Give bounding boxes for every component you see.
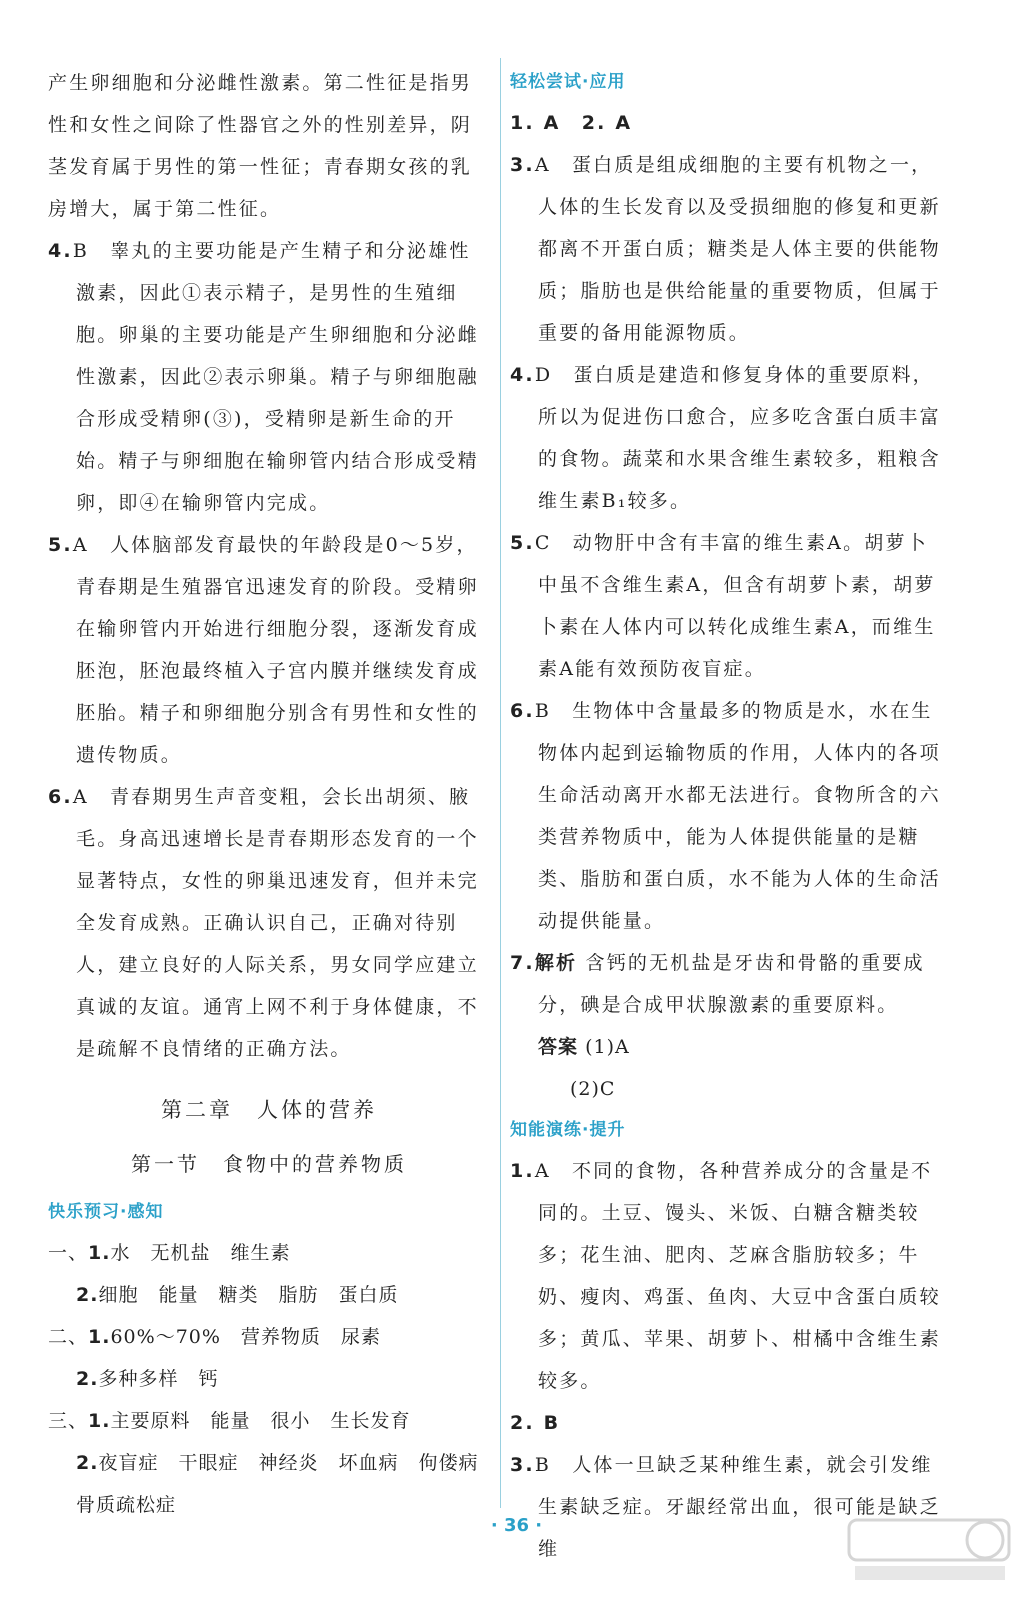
left-answer-6: 6.A 青春期男生声音变粗，会长出胡须、腋毛。身高迅速增长是青春期形态发育的一个显著特点，女性的卵巢迅速发育，但并未完全发育成熟。正确认识自己，正确对待别人，建立良好的人际关系，男女同学应建立真诚的友谊。通宵上网不利于身体健康，不是疏解不良情绪的正确方法。: [48, 786, 479, 1060]
right-answer-3: 3.A 蛋白质是组成细胞的主要有机物之一，人体的生长发育以及受损细胞的修复和更新都离不开蛋白质；糖类是人体主要的供能物质；脂肪也是供给能量的重要物质，但属于重要的备用能源物质。: [510, 154, 941, 344]
section-title: 第一节 食物中的营养物质: [131, 1152, 407, 1176]
practice-answer-3: 3.B 人体一旦缺乏某种维生素，就会引发维生素缺乏症。牙龈经常出血，很可能是缺乏维: [510, 1454, 941, 1560]
left-column: [48, 62, 490, 1526]
preview-line: 一、1.水 无机盐 维生素: [48, 1242, 291, 1264]
right-answer-5: 5.C 动物肝中含有丰富的维生素A。胡萝卜中虽不含维生素A，但含有胡萝卜素，胡萝卜素在人体内可以转化成维生素A，而维生素A能有效预防夜盲症。: [510, 532, 936, 680]
preview-line: 二、1.60%～70% 营养物质 尿素: [48, 1326, 381, 1348]
preview-answers: [48, 1232, 490, 1526]
column-divider: [500, 58, 501, 1508]
preview-line: 骨质疏松症: [76, 1494, 177, 1516]
preview-line: 2.多种多样 钙: [76, 1368, 219, 1390]
try-heading: 轻松尝试·应用: [510, 72, 626, 92]
left-answer-4: 4.B 睾丸的主要功能是产生精子和分泌雄性激素，因此①表示精子，是男性的生殖细胞。卵巢的主要功能是产生卵细胞和分泌雌性激素，因此②表示卵巢。精子与卵细胞融合形成受精卵(③)，受精卵是新生命的开始。精子与卵细胞在输卵管内结合形成受精卵，即④在输卵管内完成。: [48, 240, 479, 514]
preview-line: 三、1.主要原料 能量 很小 生长发育: [48, 1410, 411, 1432]
preview-line: 2.夜盲症 干眼症 神经炎 坏血病 佝偻病: [76, 1452, 479, 1474]
practice-answer-2: 2. B: [510, 1412, 561, 1434]
preview-heading: 快乐预习·感知: [48, 1202, 164, 1222]
practice-answer-1: 1.A 不同的食物，各种营养成分的含量是不同的。土豆、馒头、米饭、白糖含糖类较多；花生油、肥肉、芝麻含脂肪较多；牛奶、瘦肉、鸡蛋、鱼肉、大豆中含蛋白质较多；黄瓜、苹果、胡萝卜、柑橘中含维生素较多。: [510, 1160, 941, 1392]
chapter-title: 第二章 人体的营养: [161, 1098, 377, 1122]
right-answer-1-2: 1. A 2. A: [510, 112, 633, 134]
left-answer-5: 5.A 人体脑部发育最快的年龄段是0～5岁，青春期是生殖器官迅速发育的阶段。受精卵在输卵管内开始进行细胞分裂，逐渐发育成胚泡，胚泡最终植入子宫内膜并继续发育成胚胎。精子和卵细胞分别含有男性和女性的遗传物质。: [48, 534, 479, 766]
preview-line: 2.细胞 能量 糖类 脂肪 蛋白质: [76, 1284, 399, 1306]
practice-heading: 知能演练·提升: [510, 1120, 626, 1140]
right-answer-6: 6.B 生物体中含量最多的物质是水，水在生物体内起到运输物质的作用，人体内的各项生命活动离开水都无法进行。食物所含的六类营养物质中，能为人体提供能量的是糖类、脂肪和蛋白质，水不能为人体的生命活动提供能量。: [510, 700, 941, 932]
right-answer-4: 4.D 蛋白质是建造和修复身体的重要原料，所以为促进伤口愈合，应多吃含蛋白质丰富的食物。蔬菜和水果含维生素较多，粗粮含维生素B₁较多。: [510, 364, 941, 512]
right-column: [510, 62, 946, 1570]
watermark-logo: [845, 1514, 1015, 1586]
answer-line-2: (2)C: [570, 1078, 616, 1100]
answer-line-1: 答案 (1)A: [538, 1036, 630, 1058]
right-answer-7: 7.解析 含钙的无机盐是牙齿和骨骼的重要成分，碘是合成甲状腺激素的重要原料。: [510, 952, 925, 1016]
page-number: · 36 ·: [490, 1515, 543, 1536]
intro-paragraph: 产生卵细胞和分泌雌性激素。第二性征是指男性和女性之间除了性器官之外的性别差异，阴茎发育属于男性的第一性征；青春期女孩的乳房增大，属于第二性征。: [48, 72, 473, 220]
